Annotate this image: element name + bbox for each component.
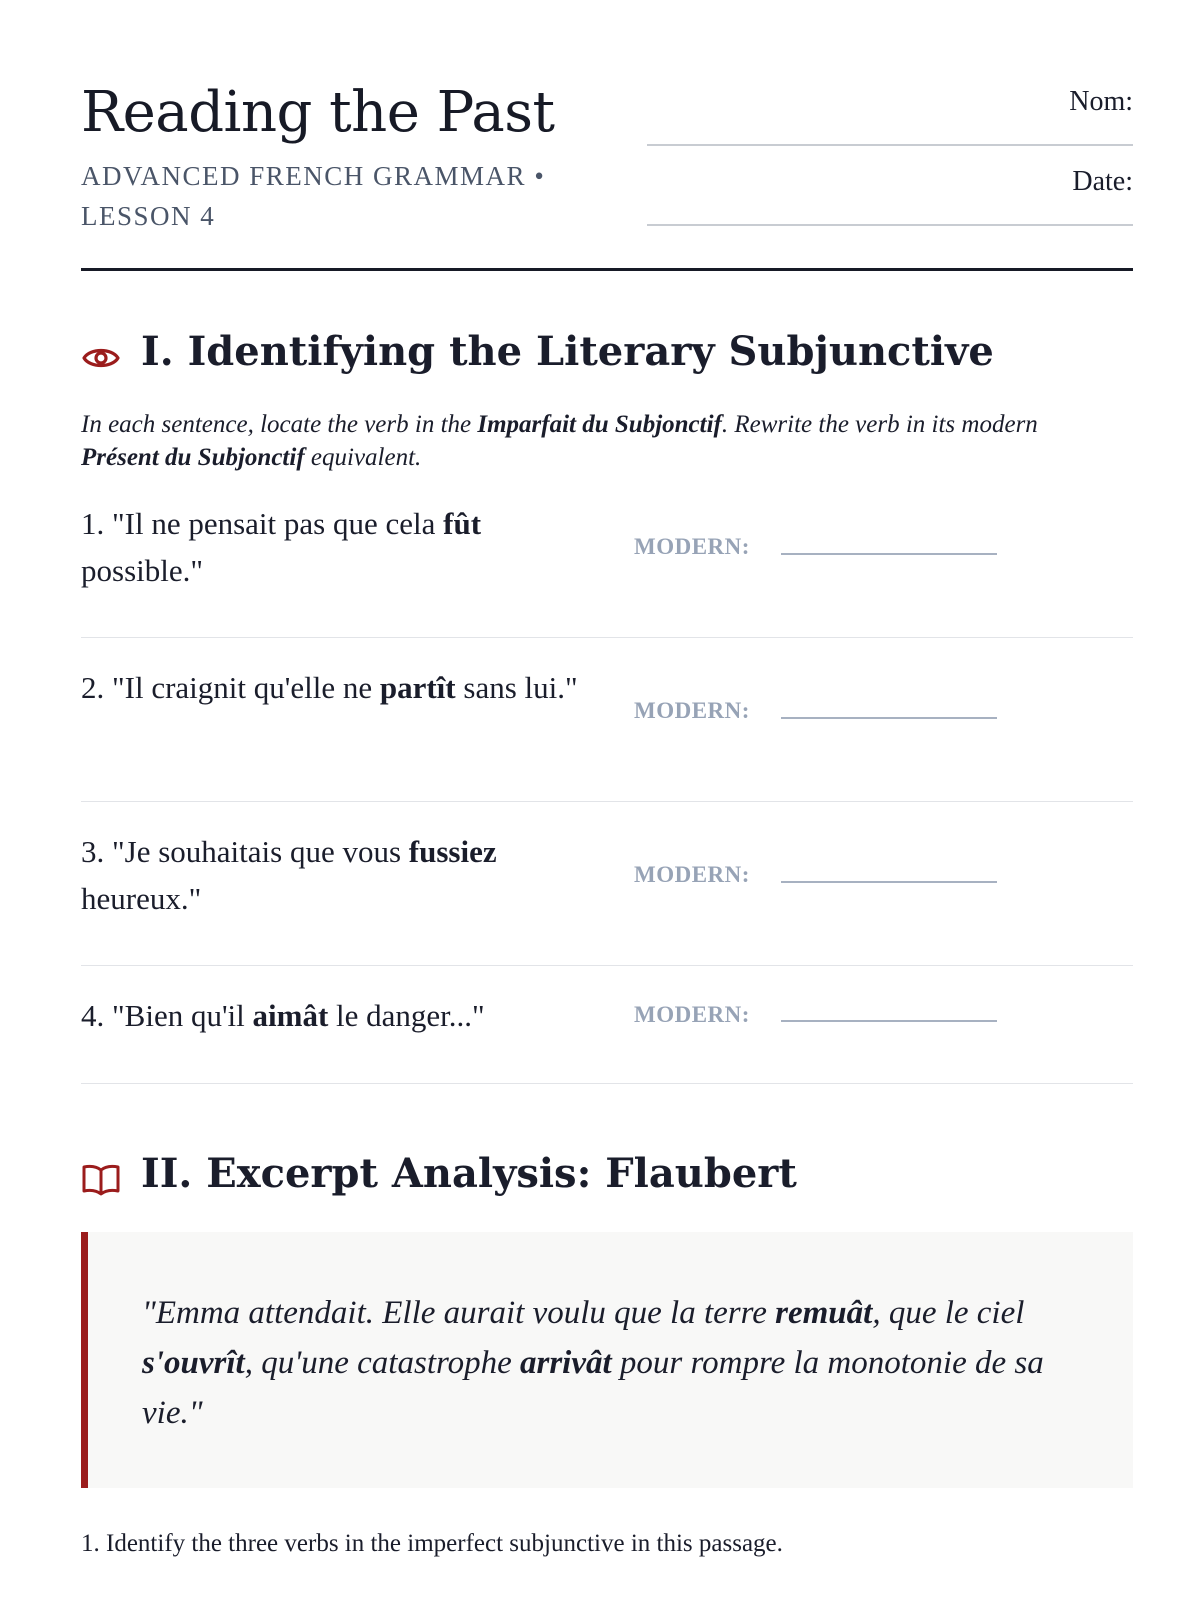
section-1-heading [81,328,1133,388]
page-title: Reading the Past [81,80,555,145]
open-book-icon [81,1160,121,1200]
worksheet-header [81,0,1133,272]
exercise-row [81,500,1133,638]
analysis-question: 1. Identify the three verbs in the imperfect subjunctive in this passage. [81,1530,783,1557]
section-1-instructions: In each sentence, locate the verb in the Imparfait du Subjonctif. Rewrite the verb in its modern Présent du Subjonctif equivalent. [81,411,1038,471]
modern-label: MODERN: [634,534,750,559]
excerpt-text: "Emma attendait. Elle aurait voulu que la terre remuât, que le ciel s'ouvrît, qu'une catastrophe arrivât pour rompre la monotonie de sa vie." [142,1295,1044,1431]
nom-field[interactable] [647,86,1133,146]
section-2-title: II. Excerpt Analysis: Flaubert [141,1150,797,1197]
exercise-row [81,828,1133,966]
modern-answer-line[interactable] [781,553,997,555]
modern-answer-line[interactable] [781,1020,997,1022]
exercise-sentence: 1. "Il ne pensait pas que cela fût possible." [81,506,482,588]
worksheet-page [81,0,1133,1600]
subjunctive-verb: partît [379,670,456,705]
nom-label: Nom: [1069,86,1133,117]
exercise-sentence: 4. "Bien qu'il aimât le danger..." [81,998,485,1033]
subjunctive-verb: fût [443,506,482,541]
eye-icon [81,338,121,378]
subjunctive-verb: aimât [252,998,329,1033]
header-divider [81,268,1133,271]
page-subtitle: ADVANCED FRENCH GRAMMAR • LESSON 4 [81,161,546,231]
exercise-row [81,664,1133,802]
modern-answer-line[interactable] [781,881,997,883]
modern-answer-line[interactable] [781,717,997,719]
section-2-heading [81,1150,1133,1210]
subjunctive-verb: fussiez [408,834,497,869]
exercise-sentence: 3. "Je souhaitais que vous fussiez heureux." [81,834,497,916]
flaubert-excerpt [81,1232,1133,1488]
date-label: Date: [1072,166,1133,197]
modern-label: MODERN: [634,698,750,723]
date-answer-line[interactable] [647,224,1133,226]
exercise-row [81,992,1133,1084]
modern-label: MODERN: [634,1002,750,1027]
exercise-sentence: 2. "Il craignit qu'elle ne partît sans lui." [81,670,578,705]
section-1-title: I. Identifying the Literary Subjunctive [141,328,994,375]
modern-label: MODERN: [634,862,750,887]
date-field[interactable] [647,166,1133,226]
nom-answer-line[interactable] [647,144,1133,146]
